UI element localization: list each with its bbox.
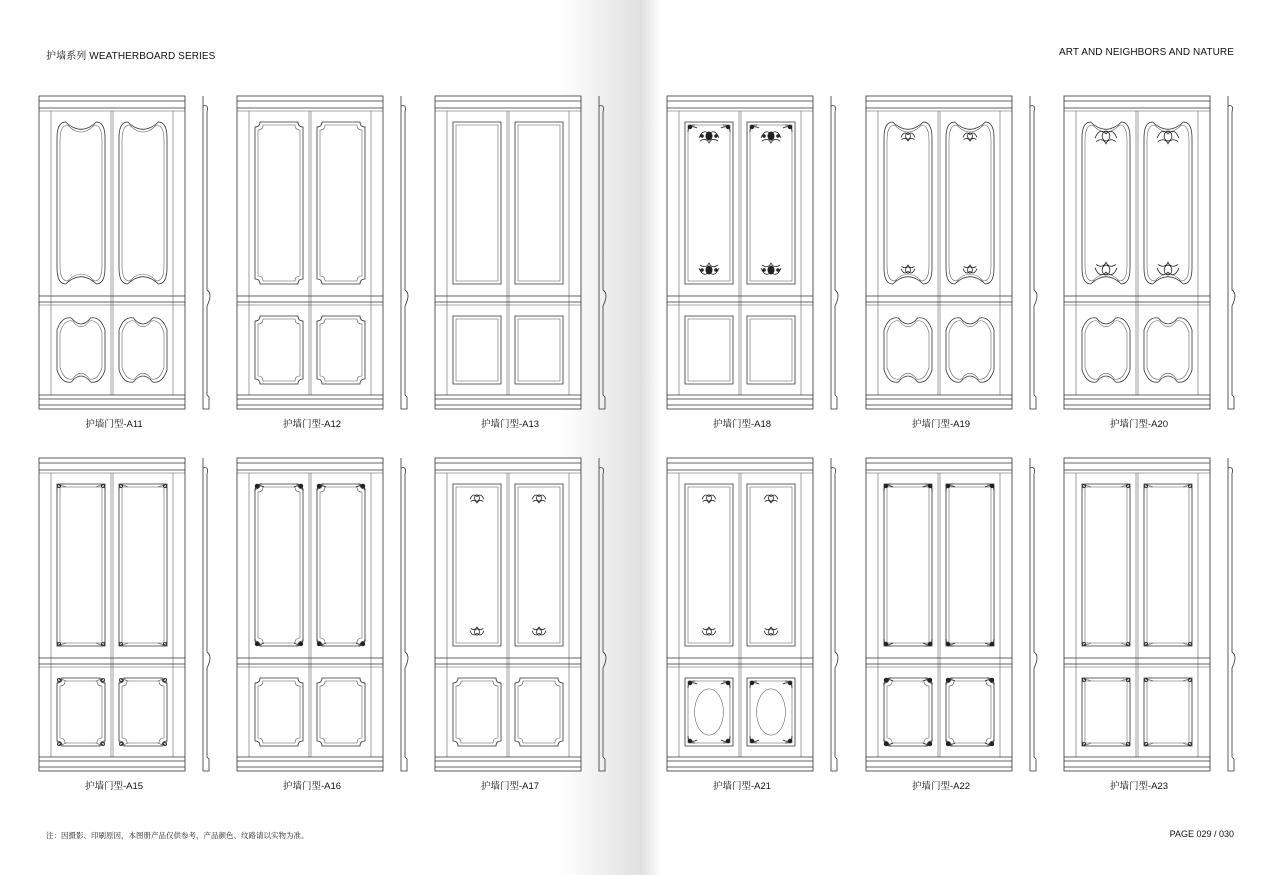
wall-frame xyxy=(435,96,581,409)
corner-rosette xyxy=(750,681,754,685)
wainscot-panel-a19 xyxy=(866,94,1046,430)
corner-rosette xyxy=(928,742,932,746)
panel-drawing xyxy=(1064,94,1244,424)
wall-frame xyxy=(667,96,813,409)
wainscot-panel-a23 xyxy=(1064,456,1244,792)
panel-caption: 护墙门型-A16 xyxy=(282,781,342,792)
panel-drawing xyxy=(237,94,417,424)
side-profile xyxy=(203,96,210,409)
panel-drawing xyxy=(39,456,219,786)
corner-rosette xyxy=(946,642,950,646)
corner-rosette xyxy=(928,484,932,488)
ornament-bead xyxy=(714,134,718,138)
corner-rosette xyxy=(317,642,321,646)
ornament-core xyxy=(706,266,713,275)
corner-rosette xyxy=(726,681,730,685)
panel-drawing xyxy=(237,456,417,786)
side-profile xyxy=(831,96,838,409)
corner-rosette xyxy=(788,739,792,743)
side-profile xyxy=(599,96,606,409)
wainscot-panel-a15 xyxy=(39,456,219,792)
wainscot-panel-a18 xyxy=(667,94,847,430)
corner-rosette xyxy=(990,742,994,746)
corner-rosette xyxy=(884,484,888,488)
panel-caption: 护墙门型-A20 xyxy=(1109,419,1169,430)
panel-caption: 护墙门型-A19 xyxy=(911,419,971,430)
side-profile xyxy=(401,96,408,409)
corner-rosette xyxy=(928,678,932,682)
corner-rosette xyxy=(726,739,730,743)
wall-frame xyxy=(237,96,383,409)
side-profile xyxy=(1030,458,1037,771)
corner-rosette xyxy=(688,681,692,685)
wall-frame xyxy=(435,458,581,771)
panel-caption: 护墙门型-A22 xyxy=(911,781,971,792)
wainscot-panel-a20 xyxy=(1064,94,1244,430)
panel-caption: 护墙门型-A23 xyxy=(1109,781,1169,792)
corner-rosette xyxy=(255,484,259,488)
panel-drawing xyxy=(1064,456,1244,786)
wall-frame xyxy=(866,458,1012,771)
series-title: 护墙系列 WEATHERBOARD SERIES xyxy=(46,51,216,62)
side-profile xyxy=(1030,96,1037,409)
corner-rosette xyxy=(946,678,950,682)
ornament-bead xyxy=(762,268,766,272)
wall-frame xyxy=(1064,96,1210,409)
ornament-core xyxy=(706,132,713,141)
corner-rosette xyxy=(788,125,792,129)
side-profile xyxy=(1228,96,1235,409)
wall-frame xyxy=(39,96,185,409)
wainscot-panel-a21 xyxy=(667,456,847,792)
corner-rosette xyxy=(928,642,932,646)
corner-rosette xyxy=(946,742,950,746)
corner-rosette xyxy=(884,678,888,682)
wall-frame xyxy=(1064,458,1210,771)
disclaimer-note: 注：因摄影、印刷原因，本图册产品仅供参考，产品颜色、纹路请以实物为准。 xyxy=(46,831,309,840)
side-profile xyxy=(203,458,210,771)
corner-rosette xyxy=(317,484,321,488)
corner-rosette xyxy=(990,484,994,488)
panel-caption: 护墙门型-A15 xyxy=(84,781,144,792)
gutter-shadow-right xyxy=(640,0,662,875)
ornament-bead xyxy=(714,268,718,272)
panel-drawing xyxy=(866,456,1046,786)
ornament-core xyxy=(768,132,775,141)
wainscot-panel-a16 xyxy=(237,456,417,792)
corner-rosette xyxy=(361,642,365,646)
corner-rosette xyxy=(884,642,888,646)
wainscot-panel-a12 xyxy=(237,94,417,430)
wall-frame xyxy=(237,458,383,771)
panel-drawing xyxy=(435,456,615,786)
ornament-bead xyxy=(776,134,780,138)
side-profile xyxy=(831,458,838,771)
wall-frame xyxy=(667,458,813,771)
corner-rosette xyxy=(990,678,994,682)
side-profile xyxy=(1228,458,1235,771)
wainscot-panel-a22 xyxy=(866,456,1046,792)
panel-drawing xyxy=(667,94,847,424)
corner-rosette xyxy=(884,742,888,746)
corner-rosette xyxy=(299,642,303,646)
ornament-bead xyxy=(776,268,780,272)
wall-frame xyxy=(39,458,185,771)
wainscot-panel-a13 xyxy=(435,94,615,430)
corner-rosette xyxy=(946,484,950,488)
wainscot-panel-a11 xyxy=(39,94,219,430)
side-profile xyxy=(401,458,408,771)
corner-rosette xyxy=(788,681,792,685)
wainscot-panel-a17 xyxy=(435,456,615,792)
page-number: PAGE 029 / 030 xyxy=(1169,829,1234,839)
corner-rosette xyxy=(688,739,692,743)
brand-slogan: ART AND NEIGHBORS AND NATURE xyxy=(1058,47,1234,58)
panel-caption: 护墙门型-A21 xyxy=(712,781,772,792)
corner-rosette xyxy=(726,125,730,129)
corner-rosette xyxy=(750,125,754,129)
panel-caption: 护墙门型-A13 xyxy=(480,419,540,430)
panel-drawing xyxy=(39,94,219,424)
ornament-bead xyxy=(700,268,704,272)
panel-caption: 护墙门型-A17 xyxy=(480,781,540,792)
panel-drawing xyxy=(667,456,847,786)
ornament-bead xyxy=(700,134,704,138)
panel-drawing xyxy=(435,94,615,424)
wall-frame xyxy=(866,96,1012,409)
corner-rosette xyxy=(750,739,754,743)
corner-rosette xyxy=(361,484,365,488)
corner-rosette xyxy=(688,125,692,129)
corner-rosette xyxy=(255,642,259,646)
side-profile xyxy=(599,458,606,771)
ornament-bead xyxy=(762,134,766,138)
panel-caption: 护墙门型-A12 xyxy=(282,419,342,430)
panel-drawing xyxy=(866,94,1046,424)
corner-rosette xyxy=(299,484,303,488)
corner-rosette xyxy=(990,642,994,646)
panel-caption: 护墙门型-A11 xyxy=(85,419,143,430)
panel-caption: 护墙门型-A18 xyxy=(712,419,772,430)
ornament-core xyxy=(768,266,775,275)
